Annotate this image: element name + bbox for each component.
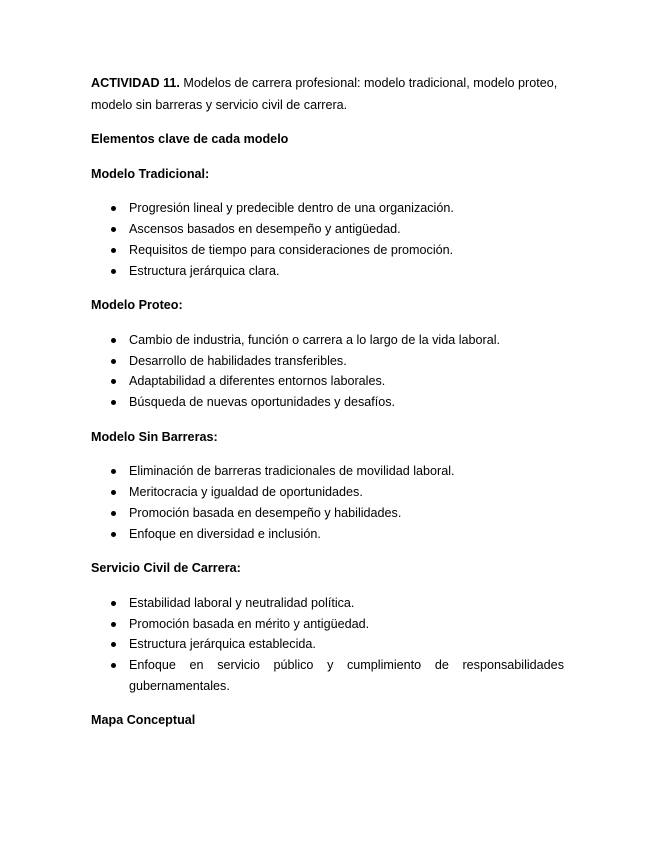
list-item: Promoción basada en desempeño y habilidades.	[91, 503, 564, 524]
list-item: Requisitos de tiempo para consideraciones de promoción.	[91, 240, 564, 261]
intro-text: Modelos de carrera profesional: modelo tradicional, modelo proteo, modelo sin barreras y servicio civil de carrera.	[91, 76, 558, 112]
list-sin-barreras	[91, 461, 564, 544]
mapa-conceptual-heading: Mapa Conceptual	[91, 713, 196, 728]
bullet-icon	[111, 663, 116, 668]
document-page	[91, 73, 564, 731]
list-item: Meritocracia y igualdad de oportunidades.	[91, 482, 564, 503]
model-title-servicio-civil: Servicio Civil de Carrera:	[91, 561, 241, 576]
list-item: Desarrollo de habilidades transferibles.	[91, 351, 564, 372]
model-title-tradicional: Modelo Tradicional:	[91, 166, 210, 181]
bullet-icon	[111, 359, 116, 364]
list-servicio-civil	[91, 593, 564, 697]
activity-label: ACTIVIDAD 11.	[91, 76, 180, 90]
bullet-icon	[111, 642, 116, 647]
list-item: Estabilidad laboral y neutralidad política.	[91, 593, 564, 614]
list-item: Estructura jerárquica establecida.	[91, 634, 564, 655]
bullet-icon	[111, 511, 116, 516]
model-title-proteo: Modelo Proteo:	[91, 298, 183, 313]
bullet-icon	[111, 206, 116, 211]
bullet-icon	[111, 469, 116, 474]
model-title-sin-barreras: Modelo Sin Barreras:	[91, 429, 218, 444]
list-item: Ascensos basados en desempeño y antigüedad.	[91, 219, 564, 240]
list-item: Búsqueda de nuevas oportunidades y desafíos.	[91, 392, 564, 413]
bullet-icon	[111, 490, 116, 495]
bullet-icon	[111, 601, 116, 606]
intro-paragraph	[91, 73, 564, 116]
bullet-icon	[111, 248, 116, 253]
list-item: Promoción basada en mérito y antigüedad.	[91, 614, 564, 635]
bullet-icon	[111, 622, 116, 627]
list-item: Enfoque en servicio público y cumplimiento de responsabilidades gubernamentales.	[91, 655, 564, 696]
bullet-icon	[111, 227, 116, 232]
bullet-icon	[111, 532, 116, 537]
list-item: Estructura jerárquica clara.	[91, 261, 564, 282]
bullet-icon	[111, 338, 116, 343]
elementos-heading: Elementos clave de cada modelo	[91, 132, 289, 146]
bullet-icon	[111, 269, 116, 274]
list-item: Enfoque en diversidad e inclusión.	[91, 524, 564, 545]
list-proteo	[91, 330, 564, 413]
bullet-icon	[111, 400, 116, 405]
list-item: Eliminación de barreras tradicionales de movilidad laboral.	[91, 461, 564, 482]
list-item: Cambio de industria, función o carrera a lo largo de la vida laboral.	[91, 330, 564, 351]
list-tradicional	[91, 198, 564, 281]
list-item: Progresión lineal y predecible dentro de una organización.	[91, 198, 564, 219]
bullet-icon	[111, 379, 116, 384]
list-item: Adaptabilidad a diferentes entornos laborales.	[91, 371, 564, 392]
